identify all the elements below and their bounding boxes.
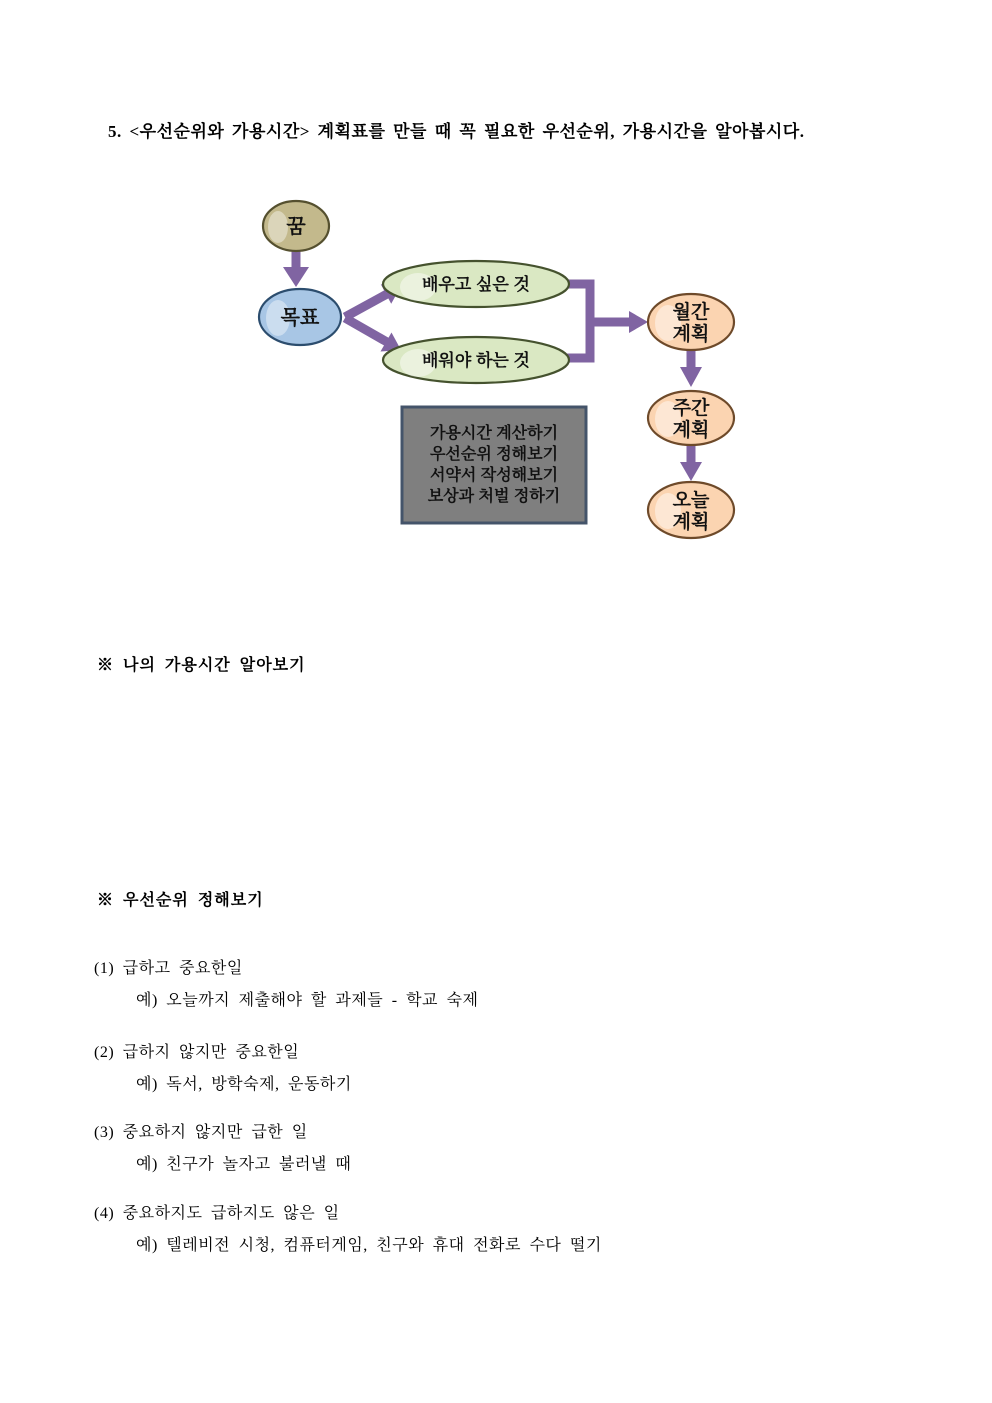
- goal-label: 목표: [280, 307, 320, 329]
- checklist-line-2: 우선순위 정해보기: [429, 446, 559, 463]
- priority-item-1-title: (1) 급하고 중요한일: [94, 960, 243, 977]
- arrow-weekly-to-today-head: [680, 462, 702, 481]
- page-title: 5. <우선순위와 가용시간> 계획표를 만들 때 꼭 필요한 우선순위, 가용시간을 알아봅시다.: [108, 122, 805, 141]
- section-priority: ※ 우선순위 정해보기: [97, 892, 264, 909]
- arrow-monthly-to-weekly-head: [680, 367, 702, 387]
- today-label-line1: 오늘: [672, 490, 710, 511]
- node-today-plan: [648, 482, 734, 538]
- priority-item-2-title: (2) 급하지 않지만 중요한일: [94, 1044, 300, 1061]
- priority-item-2-example: 예) 독서, 방학숙제, 운동하기: [136, 1076, 352, 1093]
- node-goal: [259, 289, 341, 345]
- monthly-label-line2: 계획: [672, 324, 710, 345]
- checklist-line-1: 가용시간 계산하기: [429, 425, 559, 442]
- priority-item-3-example: 예) 친구가 놀자고 불러낼 때: [136, 1156, 352, 1173]
- arrow-goal-to-want: [345, 294, 387, 317]
- checklist-box: [402, 407, 586, 523]
- monthly-label-line1: 월간: [672, 302, 710, 323]
- node-dream: [263, 201, 329, 251]
- arrow-dream-to-goal-head: [283, 267, 309, 287]
- weekly-label-line2: 계획: [672, 420, 710, 441]
- checklist-line-3: 서약서 작성해보기: [429, 467, 559, 484]
- gloss-highlight: [268, 211, 288, 243]
- node-want-to-learn: [383, 261, 569, 307]
- must-label: 배워야 하는 것: [422, 351, 530, 370]
- want-label: 배우고 싶은 것: [422, 275, 530, 294]
- bracket-connector: [566, 284, 590, 358]
- priority-item-3-title: (3) 중요하지 않지만 급한 일: [94, 1124, 308, 1141]
- node-monthly-plan: [648, 294, 734, 350]
- node-must-learn: [383, 337, 569, 383]
- planning-flow-diagram: [230, 175, 770, 570]
- dream-label: 꿈: [286, 216, 306, 238]
- checklist-line-4: 보상과 처벌 정하기: [427, 488, 561, 505]
- arrow-bracket-to-monthly-head: [629, 311, 648, 333]
- section-available-time: ※ 나의 가용시간 알아보기: [97, 657, 306, 674]
- priority-item-4-example: 예) 텔레비전 시청, 컴퓨터게임, 친구와 휴대 전화로 수다 떨기: [136, 1237, 602, 1254]
- priority-item-4-title: (4) 중요하지도 급하지도 않은 일: [94, 1205, 340, 1222]
- today-label-line2: 계획: [672, 512, 710, 533]
- node-weekly-plan: [648, 391, 734, 445]
- weekly-label-line1: 주간: [672, 398, 710, 419]
- arrow-goal-to-must: [345, 318, 387, 342]
- priority-item-1-example: 예) 오늘까지 제출해야 할 과제들 - 학교 숙제: [136, 992, 479, 1009]
